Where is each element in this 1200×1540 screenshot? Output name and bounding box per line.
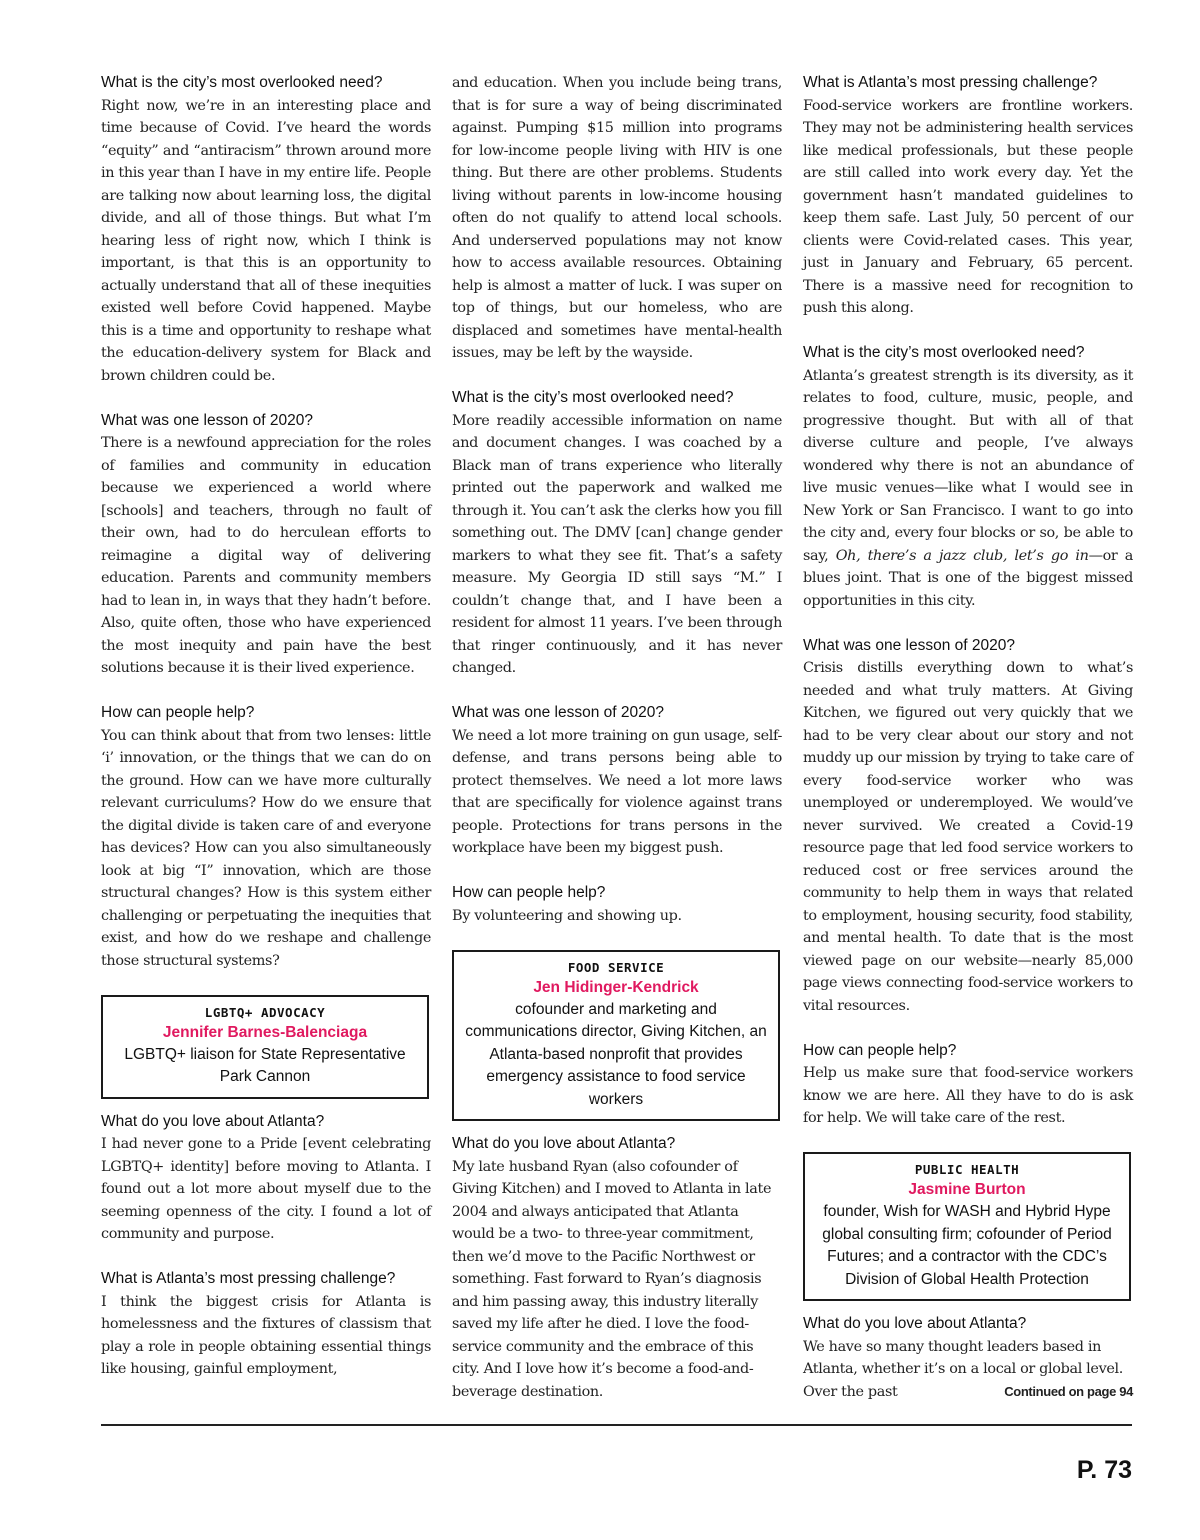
question-heading: What is the city’s most overlooked need? [101, 74, 383, 91]
profile-description: cofounder and marketing and communications director, Giving Kitchen, an Atlanta-based nonprofit that provides emergency assistance to food service workers [465, 1000, 767, 1108]
profile-description: founder, Wish for WASH and Hybrid Hype global consulting firm; cofounder of Period Futures; and a contractor with the CDC’s Division of Global Health Protection [822, 1203, 1112, 1288]
question-heading: What was one lesson of 2020? [101, 411, 313, 429]
question-heading: What do you love about Atlanta? [452, 1135, 676, 1152]
answer-paragraph: By volunteering and showing up. [452, 907, 682, 924]
question-heading: What is Atlanta’s most pressing challenge? [101, 1270, 396, 1287]
question-heading: What is the city’s most overlooked need? [803, 344, 1085, 361]
answer-text: —or a blues joint. That is one of the biggest missed opportunities in this city. [803, 547, 1134, 609]
page-number: P. 73 [1076, 1456, 1132, 1484]
profile-box-food-service [452, 950, 780, 1122]
profile-box-public-health [803, 1152, 1131, 1301]
answer-paragraph: Crisis distills everything down to what’s needed and what truly matters. At Giving Kitchen, we figured out very quickly that we had to be very clear about our story and not muddy up our mission by trying to take care of every food-service worker who was unemployed or underemployed. We would’ve never survived. We created a Covid-19 resource page that led food service workers to reduced cost or free services around the community to help them in ways that related to employment, housing security, food stability, and mental health. To date that is the most viewed page on our website—nearly 85,000 page views connecting food-service workers to vital resources. [803, 660, 1133, 1014]
answer-paragraph [803, 365, 1133, 613]
answer-paragraph [803, 1336, 1133, 1404]
answer-paragraph: Help us make sure that food-service workers know we are here. All they have to do is ask for help. We will take care of the rest. [803, 1065, 1133, 1126]
profile-name: Jennifer Barnes-Balenciaga [162, 1023, 368, 1041]
answer-paragraph: My late husband Ryan (also cofounder of Giving Kitchen) and I moved to Atlanta in late 2004 and always anticipated that Atlanta would be a two- to three-year commitment, then we’d move to the Pacific Northwest or something. Fast forward to Ryan’s diagnosis and him passing away, this industry literally saved my life after he died. I love the food-service community and the embrace of this city. And I love how it’s become a food-and-beverage destination. [452, 1158, 772, 1400]
profile-name: Jen Hidinger-Kendrick [533, 978, 699, 996]
answer-paragraph: Right now, we’re in an interesting place and time because of Covid. I’ve heard the words “equity” and “antiracism” thrown around more in this year than I have in my entire life. People are talking now about learning loss, the digital divide, and all of those things. But what I’m hearing less of right now, which I think is important, is that this is an opportunity to actually understand that all of these inequities existed well before Covid happened. Maybe this is a time and opportunity to reshape what the education-delivery system for Black and brown children could be. [101, 97, 431, 384]
answer-paragraph: We need a lot more training on gun usage, self-defense, and trans persons being able to protect themselves. We need a lot more laws that are specifically for violence against trans people. Protections for trans persons in the workplace have been my biggest push. [452, 727, 782, 856]
profile-box-lgbtq-advocacy [101, 995, 429, 1099]
continued-link: Continued on page 94 [1004, 1383, 1133, 1399]
column-2 [452, 72, 782, 1403]
answer-paragraph: Food-service workers are frontline workers. They may not be administering health services like medical professionals, but these people are still called into work every day. Yet the government hasn’t mandated guidelines to keep them safe. Last July, 50 percent of our clients were Covid-related cases. This year, just in January and February, 65 percent. There is a massive need for recognition to push this along. [803, 97, 1133, 316]
column-3 [803, 72, 1133, 1403]
answer-paragraph: and education. When you include being trans, that is for sure a way of being discriminated against. Pumping $15 million into programs for low-income people living with HIV is one thing. But there are other problems. Students living without parents in low-income housing often do not qualify to attend local schools. And underserved populations may not know how to access available resources. Obtaining help is almost a matter of luck. I was super on top of things, but our homeless, who are displaced and sometimes have mental-health issues, may be left by the wayside. [452, 75, 782, 361]
answer-paragraph: I think the biggest crisis for Atlanta is homelessness and the fixtures of classism that play a role in people obtaining essential things like housing, gainful employment, [101, 1293, 431, 1377]
answer-paragraph: I had never gone to a Pride [event celebrating LGBTQ+ identity] before moving to Atlanta. I found out a lot more about myself due to the seeming openness of the city. I found a lot of community and purpose. [101, 1136, 431, 1242]
question-heading: What do you love about Atlanta? [803, 1315, 1027, 1332]
question-heading: What was one lesson of 2020? [452, 704, 664, 721]
answer-text: We have so many thought leaders based in Atlanta, whether it’s on a local or global level. Over the past [803, 1338, 1124, 1400]
question-heading: What is Atlanta’s most pressing challenge? [803, 74, 1098, 91]
profile-category: FOOD SERVICE [567, 959, 665, 975]
answer-paragraph: You can think about that from two lenses: little ‘i’ innovation, or the things that we can do on the ground. How can we have more culturally relevant curriculums? How do we ensure that the digital divide is taken care of and everyone has devices? How can you also simultaneously look at big “I” innovation, which are those structural changes? How is this system either challenging or perpetuating the inequities that exist, and how do we reshape and challenge those structural systems? [101, 727, 431, 969]
profile-category: LGBTQ+ ADVOCACY [204, 1004, 326, 1020]
question-heading: What was one lesson of 2020? [803, 636, 1015, 654]
bottom-rule [101, 1424, 1132, 1426]
question-heading: What do you love about Atlanta? [101, 1112, 325, 1130]
question-heading: How can people help? [101, 704, 255, 721]
answer-paragraph: More readily accessible information on name and document changes. I was coached by a Black man of trans experience who literally printed out the paperwork and walked me through it. You can’t ask the clerks how you fill something out. The DMV [can] change gender markers to what they see fit. That’s a safety measure. My Georgia ID still says “M.” I couldn’t change that, and I have been a resident for almost 11 years. I’ve been through that ringer continuously, and it has never changed. [452, 412, 782, 676]
profile-description: LGBTQ+ liaison for State Representative Park Cannon [124, 1045, 406, 1085]
question-heading: How can people help? [452, 884, 606, 901]
column-1 [101, 72, 431, 1403]
profile-name: Jasmine Burton [908, 1181, 1026, 1198]
question-heading: What is the city’s most overlooked need? [452, 389, 734, 406]
question-heading: How can people help? [803, 1041, 957, 1059]
answer-text: Atlanta’s greatest strength is its diversity, as it relates to food, culture, music, people, and progressive thought. But with all of that diverse culture and people, I’ve always wondered why there is not an abundance of live music venues—like what I would see in New York or San Francisco. I want to go into the city and, every four blocks or so, be able to say, [803, 367, 1133, 564]
profile-category: PUBLIC HEALTH [914, 1162, 1020, 1177]
answer-paragraph: There is a newfound appreciation for the roles of families and community in education because we experienced a world where [schools] and teachers, through no fault of their own, had to do herculean efforts to reimagine a digital way of delivering education. Parents and community members had to lean in, in ways that they hadn’t before. Also, quite often, those who have experienced the most inequity and pain have the best solutions because it is their lived experience. [101, 435, 431, 676]
answer-italic-text: Oh, there’s a jazz club, let’s go in [835, 547, 1089, 564]
